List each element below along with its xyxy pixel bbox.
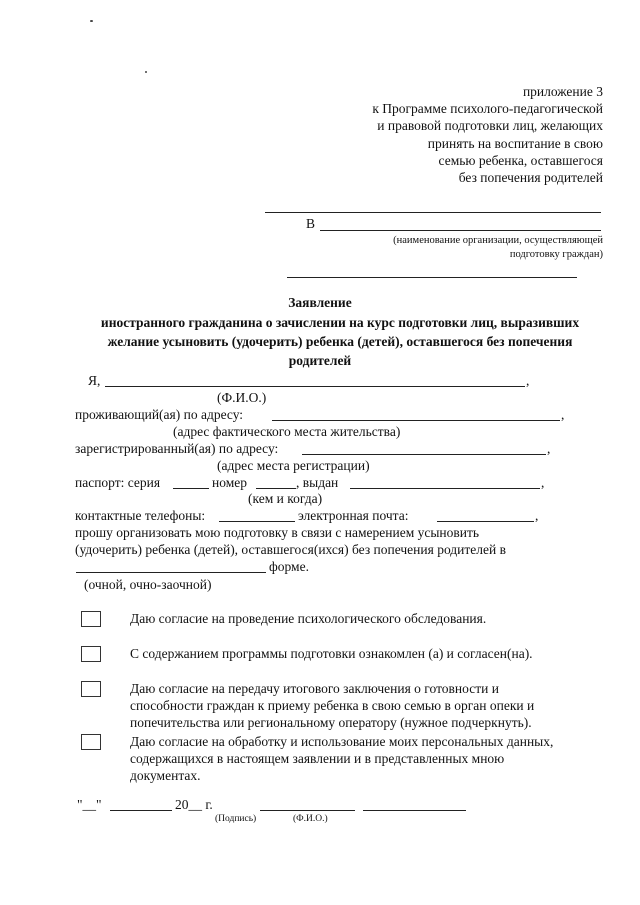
date-day-open: "__" [77, 797, 102, 812]
study-form-caption: (очной, очно-заочной) [84, 577, 212, 592]
document-title-line: иностранного гражданина о зачислении на курс подготовки лиц, выразивших [100, 315, 580, 330]
consent-text: С содержанием программы подготовки ознакомлен (а) и согласен(на). [130, 646, 533, 661]
addressee-blank [265, 212, 601, 213]
organization-blank [320, 230, 601, 231]
request-text: прошу организовать мою подготовку в связи с намерением усыновить [75, 525, 480, 540]
registered-label: зарегистрированный(ая) по адресу: [75, 441, 279, 456]
request-text: (удочерить) ребенка (детей), оставшегося(ихся) без попечения родителей в [75, 542, 506, 557]
consent-text: Даю согласие на проведение психологического обследования. [130, 611, 487, 626]
fio-field[interactable] [105, 386, 525, 387]
field-comma: , [541, 475, 545, 490]
appendix-line: принять на воспитание в свою [427, 136, 603, 151]
study-form-field[interactable] [76, 572, 266, 573]
consent-text: Даю согласие на обработку и использование моих персональных данных, [130, 734, 554, 749]
registration-caption: (адрес места регистрации) [217, 458, 370, 473]
study-form-suffix: форме. [269, 559, 309, 574]
appendix-line: приложение 3 [522, 84, 603, 99]
field-comma: , [561, 407, 565, 422]
document-title-line: желание усыновить (удочерить) ребенка (детей), оставшегося без попечения [107, 334, 573, 349]
passport-number-label: номер [212, 475, 248, 490]
field-comma: , [526, 373, 530, 388]
appendix-line: к Программе психолого-педагогической [372, 101, 603, 116]
date-year: 20__ г. [175, 797, 213, 812]
consent-checkbox[interactable] [81, 611, 101, 627]
signature-fio-caption: (Ф.И.О.) [293, 814, 328, 824]
date-month-field[interactable] [110, 810, 172, 811]
consent-text: содержащихся в настоящем заявлении и в представленных мною [130, 751, 505, 766]
consent-text: способности граждан к приему ребенка в свою семью в орган опеки и [130, 698, 535, 713]
field-comma: , [547, 441, 551, 456]
field-comma: , [535, 508, 539, 523]
i-label: Я, [88, 373, 101, 388]
scan-speck [145, 71, 147, 73]
phones-label: контактные телефоны: [75, 508, 206, 523]
fio-caption: (Ф.И.О.) [217, 390, 267, 405]
passport-number-field[interactable] [256, 488, 296, 489]
consent-checkbox[interactable] [81, 734, 101, 750]
registration-address-field[interactable] [302, 454, 546, 455]
actual-address-field[interactable] [272, 420, 560, 421]
consent-text: Даю согласие на передачу итогового заключения о готовности и [130, 681, 499, 696]
scan-speck [90, 20, 93, 22]
issued-caption: (кем и когда) [248, 491, 323, 506]
to-prefix: В [306, 216, 316, 231]
signature-field[interactable] [260, 810, 355, 811]
consent-checkbox[interactable] [81, 681, 101, 697]
passport-series-label: паспорт: серия [75, 475, 161, 490]
appendix-line: без попечения родителей [458, 170, 603, 185]
consent-text: попечительства или региональному оператору (нужное подчеркнуть). [130, 715, 532, 730]
consent-text: документах. [130, 768, 201, 783]
document-title-line: родителей [288, 353, 352, 368]
appendix-line: и правовой подготовки лиц, желающих [377, 118, 603, 133]
organization-caption: подготовку граждан) [509, 249, 603, 260]
passport-issued-field[interactable] [350, 488, 540, 489]
addressee-blank [287, 277, 577, 278]
phones-field[interactable] [219, 521, 295, 522]
actual-address-caption: (адрес фактического места жительства) [173, 424, 401, 439]
consent-checkbox[interactable] [81, 646, 101, 662]
organization-caption: (наименование организации, осуществляющей [393, 235, 603, 246]
email-label: электронная почта: [298, 508, 409, 523]
appendix-line: семью ребенка, оставшегося [438, 153, 603, 168]
email-field[interactable] [437, 521, 534, 522]
signature-caption: (Подпись) [215, 814, 257, 824]
signature-fio-field[interactable] [363, 810, 466, 811]
passport-series-field[interactable] [173, 488, 209, 489]
passport-issued-label: , выдан [296, 475, 339, 490]
residing-label: проживающий(ая) по адресу: [75, 407, 244, 422]
document-heading: Заявление [288, 295, 352, 310]
